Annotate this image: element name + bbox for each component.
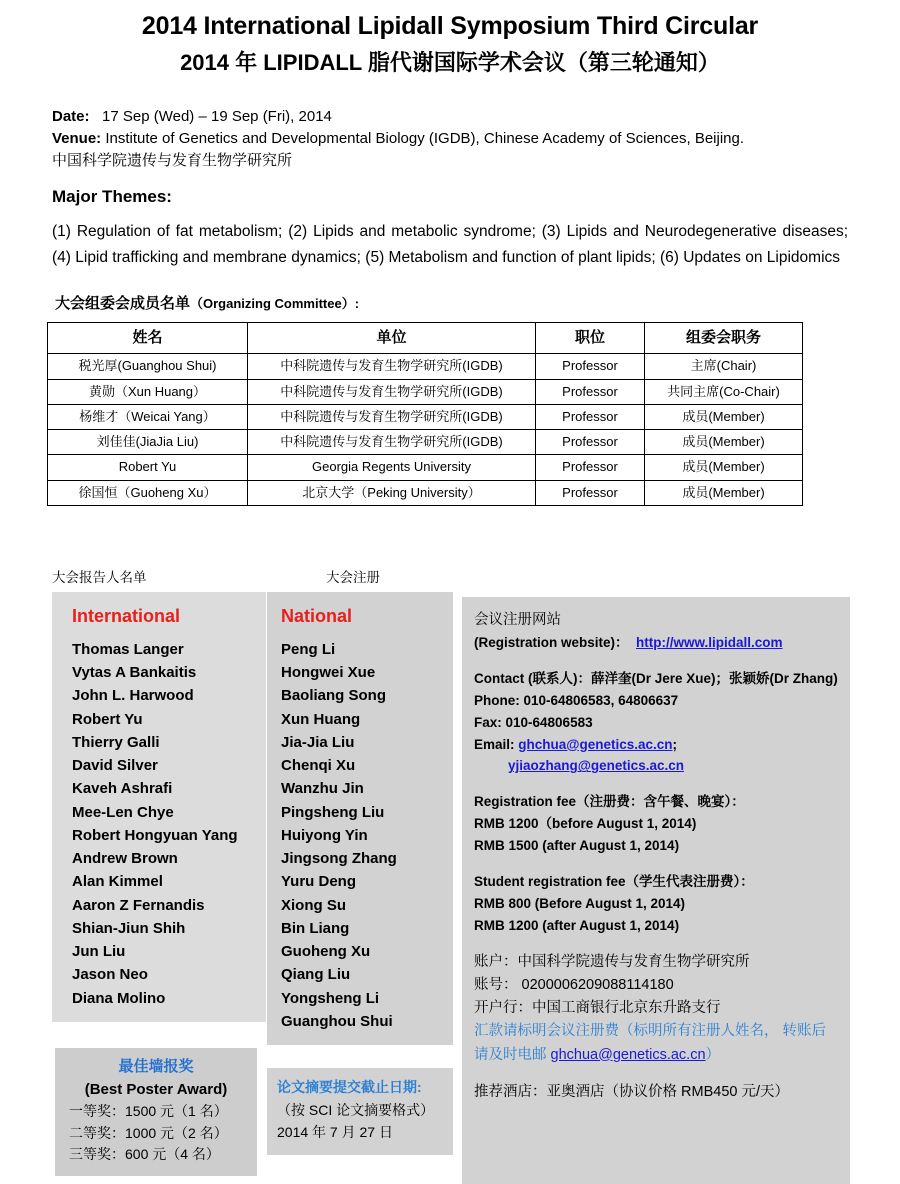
list-item: Peng Li (281, 640, 336, 658)
cell-affiliation: 中科院遗传与发育生物学研究所(IGDB) (248, 379, 536, 404)
list-item: Hongwei Xue (281, 664, 376, 682)
column-header-role: 组委会职务 (645, 322, 803, 354)
major-themes-heading: Major Themes: (52, 187, 172, 207)
list-item: Jason Neo (72, 966, 148, 984)
cell-role: 共同主席(Co-Chair) (645, 379, 803, 404)
table-row (48, 430, 803, 455)
award-title-english: (Best Poster Award) (84, 1080, 228, 1098)
cell-position: Professor (536, 455, 645, 480)
venue-label: Venue: (52, 129, 102, 147)
column-header-affiliation: 单位 (248, 322, 536, 354)
cell-affiliation: 中科院遗传与发育生物学研究所(IGDB) (248, 430, 536, 455)
award-title-chinese: 最佳墙报奖 (118, 1058, 194, 1075)
email-separator: ; (672, 736, 677, 752)
cell-name: 黄勋（Xun Huang） (48, 379, 248, 404)
cell-position: Professor (536, 404, 645, 429)
venue-value: Institute of Genetics and Developmental Biology (IGDB), Chinese Academy of Sciences, Beijing. (105, 129, 745, 147)
list-item: Xiong Su (281, 896, 346, 914)
remittance-note-email-link[interactable]: ghchua@genetics.ac.cn (550, 1046, 706, 1063)
list-item: Yongsheng Li (281, 989, 380, 1007)
page-title-english: 2014 International Lipidall Symposium Third Circular (141, 12, 759, 40)
national-heading: National (281, 606, 353, 627)
column-header-name: 姓名 (48, 322, 248, 354)
date-value: 17 Sep (Wed) – 19 Sep (Fri), 2014 (102, 108, 332, 126)
list-item: John L. Harwood (72, 687, 194, 705)
contact-persons: Contact (联系人)：薛洋奎(Dr Jere Xue)；张颖娇(Dr Zhang) (474, 671, 838, 687)
bank-account-number: 账号： 0200006209088114180 (474, 976, 674, 993)
student-fee-early: RMB 800 (Before August 1, 2014) (474, 895, 686, 911)
table-header-row (48, 322, 803, 354)
document-page (0, 12, 900, 1184)
speakers-international-column (52, 570, 280, 1022)
date-label: Date: (52, 108, 90, 126)
cell-affiliation: 中科院遗传与发育生物学研究所(IGDB) (248, 354, 536, 379)
cell-position: Professor (536, 379, 645, 404)
lower-region (0, 570, 900, 1184)
abstract-deadline-title: 论文摘要提交截止日期: (277, 1079, 422, 1095)
date-row (52, 106, 900, 128)
cell-affiliation: 北京大学（Peking University） (248, 480, 536, 505)
contact-email-row (474, 734, 840, 756)
list-item: Andrew Brown (72, 850, 178, 868)
list-item: Mee-Len Chye (72, 803, 174, 821)
spacer (474, 857, 840, 871)
list-item: Vytas A Bankaitis (72, 664, 197, 682)
list-item: Chenqi Xu (281, 757, 356, 775)
list-item: Jun Liu (72, 943, 126, 961)
registration-website-label-cn: 会议注册网站 (474, 612, 561, 628)
registration-fee-heading: Registration fee（注册费：含午餐、晚宴）： (474, 794, 745, 810)
table-row (48, 354, 803, 379)
cell-position: Professor (536, 480, 645, 505)
abstract-deadline-date: 2014 年 7 月 27 日 (277, 1124, 393, 1141)
column-header-position: 职位 (536, 322, 645, 354)
event-meta (52, 106, 900, 171)
cell-role: 成员(Member) (645, 404, 803, 429)
student-fee-late: RMB 1200 (after August 1, 2014) (474, 917, 680, 933)
speakers-section-label: 大会报告人名单 (52, 570, 147, 585)
national-speakers-panel (267, 592, 453, 1045)
contact-email-secondary-row (474, 755, 840, 777)
list-item: Aaron Z Fernandis (72, 896, 205, 914)
list-item: Guanghou Shui (281, 1012, 393, 1030)
spacer (474, 1067, 840, 1081)
table-row (48, 404, 803, 429)
contact-fax: Fax: 010-64806583 (474, 714, 593, 730)
email-label: Email: (474, 736, 515, 752)
spacer (474, 937, 840, 951)
list-item: Bin Liang (281, 919, 350, 937)
list-item: Robert Yu (72, 710, 143, 728)
list-item: Robert Hongyuan Yang (72, 826, 238, 844)
cell-position: Professor (536, 430, 645, 455)
spacer (474, 777, 840, 791)
list-item: Thomas Langer (72, 640, 184, 658)
speakers-national-column (267, 570, 463, 1045)
cell-name: 徐国恒（Guoheng Xu） (48, 480, 248, 505)
registration-fee-late: RMB 1500 (after August 1, 2014) (474, 838, 680, 854)
cell-name: 杨维才（Weicai Yang） (48, 404, 248, 429)
list-item: Wanzhu Jin (281, 780, 364, 798)
bank-account-name: 账户：中国科学院遗传与发育生物学研究所 (474, 953, 750, 970)
abstract-deadline-panel (267, 1068, 453, 1155)
bank-branch: 开户行：中国工商银行北京东升路支行 (474, 999, 721, 1016)
venue-value-chinese: 中国科学院遗传与发育生物学研究所 (52, 151, 293, 169)
remittance-note (474, 1020, 840, 1067)
cell-name: 刘佳佳(JiaJia Liu) (48, 430, 248, 455)
contact-email-primary-link[interactable]: ghchua@genetics.ac.cn (518, 736, 673, 752)
list-item: David Silver (72, 757, 158, 775)
contact-email-secondary-link[interactable]: yjiaozhang@genetics.ac.cn (508, 758, 684, 774)
cell-affiliation: Georgia Regents University (248, 455, 536, 480)
committee-heading-en: （Organizing Committee）: (190, 295, 360, 311)
committee-heading (55, 292, 900, 313)
list-item: Xun Huang (281, 710, 361, 728)
venue-row (52, 128, 900, 150)
list-item: Yuru Deng (281, 873, 357, 891)
list-item: Thierry Galli (72, 733, 160, 751)
cell-affiliation: 中科院遗传与发育生物学研究所(IGDB) (248, 404, 536, 429)
major-themes-body: (1) Regulation of fat metabolism; (2) Lipids and metabolic syndrome; (3) Lipids and Neurodegenerative diseases; (4) Lipid trafficking and membrane dynamics; (5) Metabolism and function of plant lipids; (6) Updates on Lipidomics (52, 223, 848, 266)
cell-role: 主席(Chair) (645, 354, 803, 379)
list-item: Jingsong Zhang (281, 850, 397, 868)
registration-website-label: (Registration website)： (474, 635, 629, 651)
table-row (48, 455, 803, 480)
registration-fee-early: RMB 1200（before August 1, 2014) (474, 816, 697, 832)
list-item: Jia-Jia Liu (281, 733, 355, 751)
list-item: Pingsheng Liu (281, 803, 385, 821)
contact-phone: Phone: 010-64806583, 64806637 (474, 692, 679, 708)
remittance-note-text-part2: ） (705, 1046, 721, 1063)
list-item: Shian-Jiun Shih (72, 919, 186, 937)
remittance-note-text-part1: 汇款请标明会议注册费（标明所有注册人姓名， 转账后请及时电邮 (474, 1023, 827, 1063)
list-item: Guoheng Xu (281, 943, 371, 961)
cell-position: Professor (536, 354, 645, 379)
award-prize-second: 二等奖：1000 元（2 名） (69, 1124, 228, 1141)
international-heading: International (72, 606, 181, 627)
award-prize-first: 一等奖：1500 元（1 名） (69, 1103, 228, 1119)
recommended-hotel: 推荐酒店：亚奥酒店（协议价格 RMB450 元/天） (474, 1084, 789, 1101)
cell-name: 税光厚(Guanghou Shui) (48, 354, 248, 379)
spacer (474, 654, 840, 668)
cell-role: 成员(Member) (645, 455, 803, 480)
table-row (48, 379, 803, 404)
cell-name: Robert Yu (48, 455, 248, 480)
registration-info-panel (462, 597, 850, 1184)
student-fee-heading: Student registration fee（学生代表注册费）： (474, 873, 754, 889)
list-item: Diana Molino (72, 989, 166, 1007)
list-item: Baoliang Song (281, 687, 386, 705)
list-item: Kaveh Ashrafi (72, 780, 173, 798)
list-item: Huiyong Yin (281, 826, 368, 844)
registration-section-label: 大会注册 (326, 570, 380, 585)
cell-role: 成员(Member) (645, 480, 803, 505)
international-speakers-panel (52, 592, 266, 1022)
registration-website-link[interactable]: http://www.lipidall.com (636, 635, 783, 651)
registration-website-row (474, 632, 840, 654)
table-row (48, 480, 803, 505)
organizing-committee-table (47, 322, 803, 506)
page-title-chinese: 2014 年 LIPIDALL 脂代谢国际学术会议（第三轮通知） (180, 49, 720, 75)
cell-role: 成员(Member) (645, 430, 803, 455)
abstract-format-note: （按 SCI 论文摘要格式） (277, 1101, 435, 1118)
list-item: Qiang Liu (281, 966, 351, 984)
committee-heading-cn: 大会组委会成员名单 (55, 294, 191, 312)
award-prize-third: 三等奖：600 元（4 名） (69, 1146, 220, 1163)
list-item: Alan Kimmel (72, 873, 163, 891)
best-poster-award-panel (55, 1048, 257, 1176)
